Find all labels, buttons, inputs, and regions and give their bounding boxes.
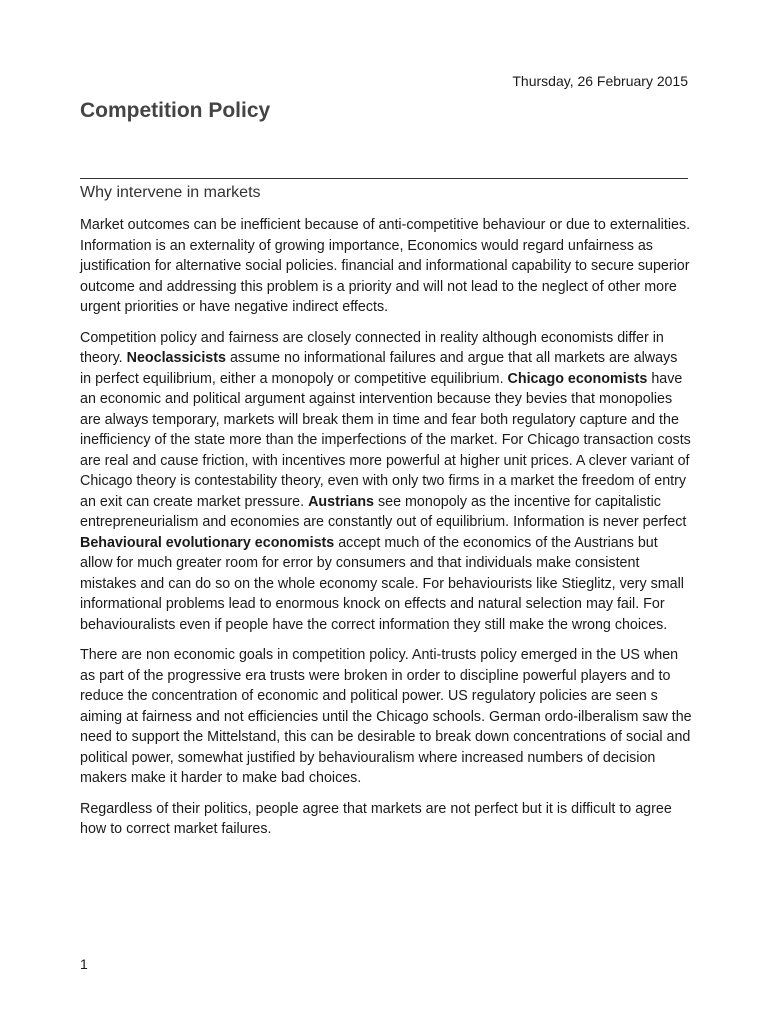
paragraph-2-text-5: accept much of the economics of the Austrians but allow for much greater room for error by consumers and that individuals make consistent mistakes and can do so on the whole economy scale. For behaviourists like Stieglitz, very small informational problems lead to enormous knock on effects and natural selection may fail. For behaviouralists even if people have the correct information they still make the wrong choices.	[80, 534, 684, 633]
document-body	[80, 215, 692, 850]
section-divider	[80, 178, 688, 179]
paragraph-1: Market outcomes can be inefficient because of anti-competitive behaviour or due to externalities. Information is an externality of growing importance, Economics would regard unfairness as justification for alternative social policies. financial and informational capability to secure superior outcome and addressing this problem is a priority and will not lead to the neglect of other more urgent priorities or have negative indirect effects.	[80, 217, 691, 315]
term-chicago-economists: Chicago economists	[507, 370, 648, 387]
term-austrians: Austrians	[308, 493, 375, 510]
paragraph-2-text-3: have an economic and political argument against intervention because they bevies that monopolies are always temporary, markets will break them in time and fear both regulatory capture and the inefficiency of the state more than the imperfections of the market. For Chicago transaction costs are real and cause friction, with incentives more powerful at higher unit prices. A clever variant of Chicago theory is contestability theory, even with only two firms in a market the freedom of entry an exit can create market pressure.	[80, 370, 691, 510]
term-behavioural-evolutionary-economists: Behavioural evolutionary economists	[80, 534, 335, 551]
document-date: Thursday, 26 February 2015	[512, 73, 688, 89]
paragraph-2	[80, 328, 692, 636]
page-number: 1	[80, 956, 88, 972]
document-title: Competition Policy	[80, 99, 271, 122]
paragraph-2-text-1: Competition policy and fairness are closely connected in reality although economists differ in theory.	[80, 329, 664, 366]
section-heading: Why intervene in markets	[80, 184, 261, 201]
paragraph-4: Regardless of their politics, people agree that markets are not perfect but it is difficult to agree how to correct market failures.	[80, 800, 672, 837]
paragraph-2-text-4: see monopoly as the incentive for capitalistic entrepreneurialism and economies are constantly out of equilibrium. Information is never perfect	[80, 493, 687, 530]
paragraph-3: There are non economic goals in competition policy. Anti-trusts policy emerged in the US when as part of the progressive era trusts were broken in order to discipline powerful players and to reduce the concentration of economic and political power. US regulatory policies are seen s aiming at fairness and not efficiencies until the Chicago schools. German ordo-ilberalism saw the need to support the Mittelstand, this can be desirable to break down concentrations of social and political power, somewhat justified by behaviouralism where increased numbers of decision makers make it harder to make bad choices.	[80, 647, 692, 786]
paragraph-2-text-2: assume no informational failures and argue that all markets are always in perfect equilibrium, either a monopoly or competitive equilibrium.	[80, 350, 678, 387]
term-neoclassicists: Neoclassicists	[126, 350, 226, 366]
